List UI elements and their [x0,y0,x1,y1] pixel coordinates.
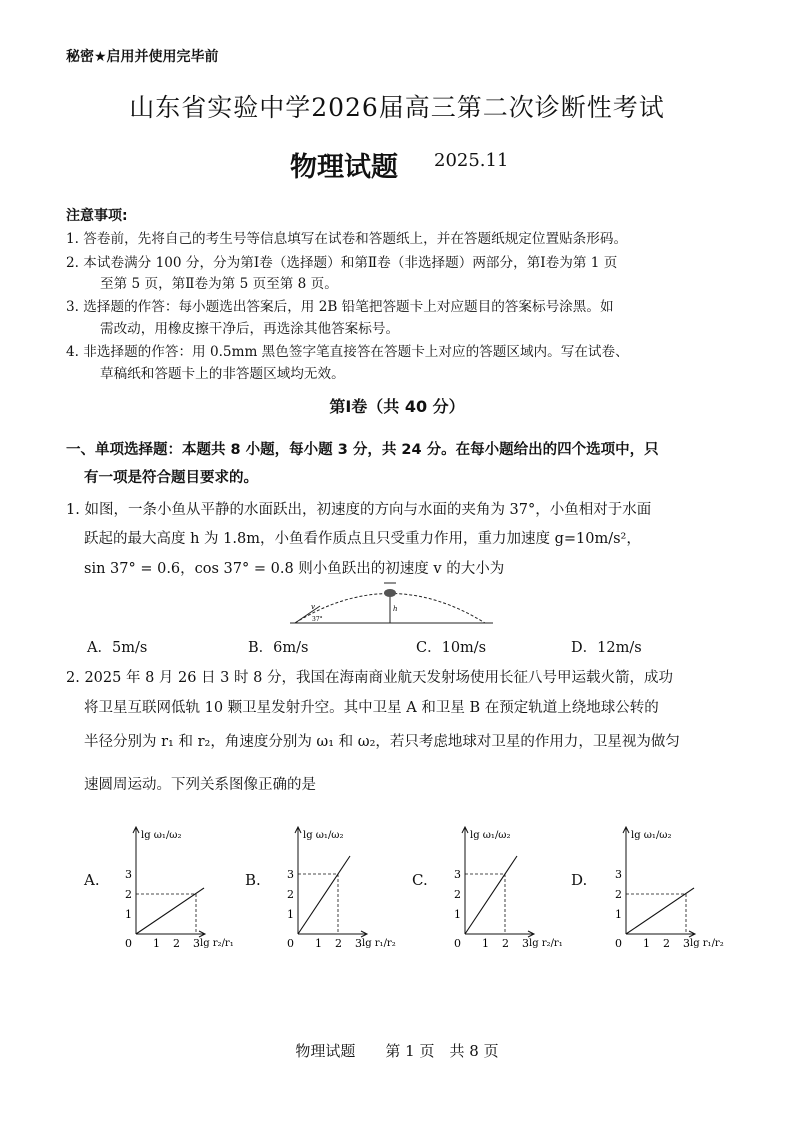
x-tick-label: 2 [173,937,180,950]
plot-line [626,888,694,934]
note-line: 4. 非选择题的作答：用 0.5mm 黑色签字笔直接答在答题卡上对应的答题区域内。写在试卷、 [66,344,629,360]
plot-line [136,888,204,934]
label-h: h [393,605,398,613]
y-axis-label: lg ω₁/ω₂ [631,830,672,841]
q2-option-d-label[interactable]: D. [571,871,588,889]
q1-stem: 跃起的最大高度 h 为 1.8m，小鱼看作质点且只受重力作用，重力加速度 g=10m/s²， [84,531,641,547]
x-axis-label: lg r₂/r₁ [529,938,563,949]
origin-label: 0 [287,937,294,950]
x-tick-label: 1 [482,937,489,950]
graph-a[interactable] [108,822,248,962]
plot-line [465,856,517,934]
origin-label: 0 [454,937,461,950]
plot-line [298,856,350,934]
graph-d[interactable] [598,822,738,962]
section-instructions: 一、单项选择题：本题共 8 小题，每小题 3 分，共 24 分。在每小题给出的四个选项中，只 [66,442,659,458]
note-line: 1. 答卷前，先将自己的考生号等信息填写在试卷和答题纸上，并在答题纸规定位置贴条形码。 [66,231,628,247]
confidential-label: 秘密★启用并使用完毕前 [66,49,219,65]
notes-heading: 注意事项: [66,208,128,224]
x-tick-label: 1 [315,937,322,950]
y-tick-label: 1 [615,908,622,921]
q1-option-a[interactable]: A．5m/s [87,640,148,656]
y-axis-label: lg ω₁/ω₂ [303,830,344,841]
graph-c[interactable] [437,822,577,962]
note-line: 3. 选择题的作答：每小题选出答案后，用 2B 铅笔把答题卡上对应题目的答案标号涂黑。如 [66,299,614,315]
page-footer: 物理试题 第 1 页 共 8 页 [295,1042,499,1060]
q2-stem: 速圆周运动。下列关系图像正确的是 [84,777,316,793]
x-tick-label: 3 [355,937,362,950]
x-tick-label: 2 [502,937,509,950]
q1-option-b[interactable]: B．6m/s [248,640,309,656]
y-tick-label: 3 [615,868,622,881]
x-tick-label: 1 [643,937,650,950]
fish-jump-figure [290,578,495,628]
q2-stem: 半径分别为 r₁ 和 r₂，角速度分别为 ω₁ 和 ω₂，若只考虑地球对卫星的作用力，卫星视为做匀 [84,734,680,750]
y-tick-label: 2 [615,888,622,901]
note-line: 草稿纸和答题卡上的非答题区域均无效。 [100,366,345,382]
x-tick-label: 3 [193,937,200,950]
part1-title: 第Ⅰ卷（共 40 分） [329,397,465,416]
x-tick-label: 3 [522,937,529,950]
label-v: v [311,603,315,611]
label-angle: 37° [312,616,323,623]
y-tick-label: 3 [454,868,461,881]
y-tick-label: 1 [287,908,294,921]
subject-title: 物理试题 [290,152,398,183]
y-tick-label: 3 [287,868,294,881]
q2-stem: 将卫星互联网低轨 10 颗卫星发射升空。其中卫星 A 和卫星 B 在预定轨道上绕地球公转的 [84,700,659,716]
x-axis-label: lg r₁/r₂ [362,938,396,949]
exam-date: 2025.11 [434,150,509,171]
q2-stem: 2. 2025 年 8 月 26 日 3 时 8 分，我国在海南商业航天发射场使用长征八号甲运载火箭，成功 [66,670,673,686]
note-line: 至第 5 页，第Ⅱ卷为第 5 页至第 8 页。 [100,276,338,292]
q2-option-a-label[interactable]: A. [84,871,100,889]
fish-icon [384,589,396,597]
origin-label: 0 [615,937,622,950]
x-tick-label: 2 [335,937,342,950]
q1-stem: sin 37° = 0.6，cos 37° = 0.8 则小鱼跃出的初速度 v 的大小为 [84,561,505,577]
note-line: 需改动，用橡皮擦干净后，再选涂其他答案标号。 [100,321,400,337]
section-instructions: 有一项是符合题目要求的。 [84,470,258,486]
q1-stem: 1. 如图，一条小鱼从平静的水面跃出，初速度的方向与水面的夹角为 37°，小鱼相对于水面 [66,502,652,518]
y-axis-label: lg ω₁/ω₂ [141,830,182,841]
y-tick-label: 2 [125,888,132,901]
x-axis-label: lg r₂/r₁ [200,938,234,949]
y-axis-label: lg ω₁/ω₂ [470,830,511,841]
x-tick-label: 3 [683,937,690,950]
y-tick-label: 1 [454,908,461,921]
q1-option-d[interactable]: D．12m/s [571,640,642,656]
x-axis-label: lg r₁/r₂ [690,938,724,949]
exam-title: 山东省实验中学2026届高三第二次诊断性考试 [129,93,665,122]
y-tick-label: 2 [454,888,461,901]
x-tick-label: 1 [153,937,160,950]
x-tick-label: 2 [663,937,670,950]
origin-label: 0 [125,937,132,950]
q2-option-b-label[interactable]: B. [245,871,261,889]
y-tick-label: 3 [125,868,132,881]
q1-option-c[interactable]: C．10m/s [416,640,487,656]
note-line: 2. 本试卷满分 100 分，分为第Ⅰ卷（选择题）和第Ⅱ卷（非选择题）两部分，第Ⅰ卷为第 1 页 [66,255,618,271]
y-tick-label: 2 [287,888,294,901]
y-tick-label: 1 [125,908,132,921]
graph-b[interactable] [270,822,410,962]
q2-option-c-label[interactable]: C. [412,871,428,889]
